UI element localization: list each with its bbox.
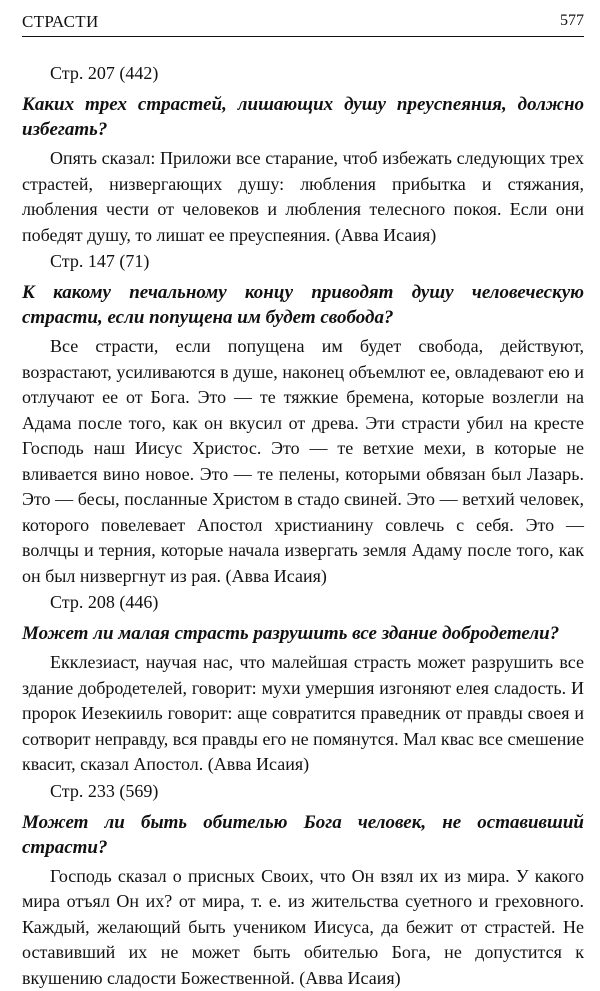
page-number: 577 xyxy=(560,12,584,30)
question-heading: Может ли малая страсть разрушить все здание добродетели? xyxy=(22,621,584,646)
qa-section xyxy=(22,60,584,248)
qa-section xyxy=(22,778,584,991)
question-heading: Может ли быть обителью Бога человек, не оставивший страсти? xyxy=(22,810,584,860)
running-header xyxy=(22,0,584,37)
page-reference: Стр. 207 (442) xyxy=(22,60,584,86)
answer-paragraph: Опять сказал: Приложи все старание, чтоб избежать следующих трех страстей, низвергающих душу: любления прибытка и стяжания, любления чести от человеков и любления телесного покоя. Если они победят душу, то лишат ее преуспеяния. (Авва Исаия) xyxy=(22,146,584,248)
question-heading: К какому печальному концу приводят душу человеческую страсти, если попущена им будет свобода? xyxy=(22,280,584,330)
question-heading: Каких трех страстей, лишающих душу преуспеяния, должно избегать? xyxy=(22,92,584,142)
page-reference: Стр. 208 (446) xyxy=(22,589,584,615)
answer-paragraph: Екклезиаст, научая нас, что малейшая страсть может разрушить все здание добродетелей, говорит: мухи умершия изгоняют елея сладость. И пророк Иезекииль говорит: аще совратится праведник от правды своея и сотворит неправду, вся правды его не помянутся. Мал квас все смешение квасит, сказал Апостол. (Авва Исаия) xyxy=(22,650,584,778)
answer-paragraph: Все страсти, если попущена им будет свобода, действуют, возрастают, усиливаются в душе, наконец объемлют ее, овладевают ею и отлучают ее от Бога. Это — те тяжкие бремена, которые возлегли на Адама после того, как он вкусил от древа. Эти страсти убил на кресте Господь наш Иисус Христос. Это — те ветхие мехи, в которые не вливается вино новое. Это — те пелены, которыми обвязан был Лазарь. Это — бесы, посланные Христом в стадо свиней. Это — ветхий человек, которого повелевает Апостол христианину совлечь с себя. Это — волчцы и терния, которые начала извергать земля Адаму после того, как он был низвергнут из рая. (Авва Исаия) xyxy=(22,334,584,589)
page-reference: Стр. 147 (71) xyxy=(22,248,584,274)
page-content xyxy=(22,60,584,991)
book-page xyxy=(22,0,584,934)
qa-section xyxy=(22,589,584,778)
page-reference: Стр. 233 (569) xyxy=(22,778,584,804)
qa-section xyxy=(22,248,584,589)
chapter-title: СТРАСТИ xyxy=(22,12,99,32)
answer-paragraph: Господь сказал о присных Своих, что Он взял их из мира. У какого мира отъял Он их? от мира, т. е. из жительства суетного и греховного. Каждый, желающий быть учеником Иисуса, да бежит от страстей. Не оставивший их не может быть обителью Бога, не допустится к вкушению сладости Божественной. (Авва Исаия) xyxy=(22,864,584,991)
